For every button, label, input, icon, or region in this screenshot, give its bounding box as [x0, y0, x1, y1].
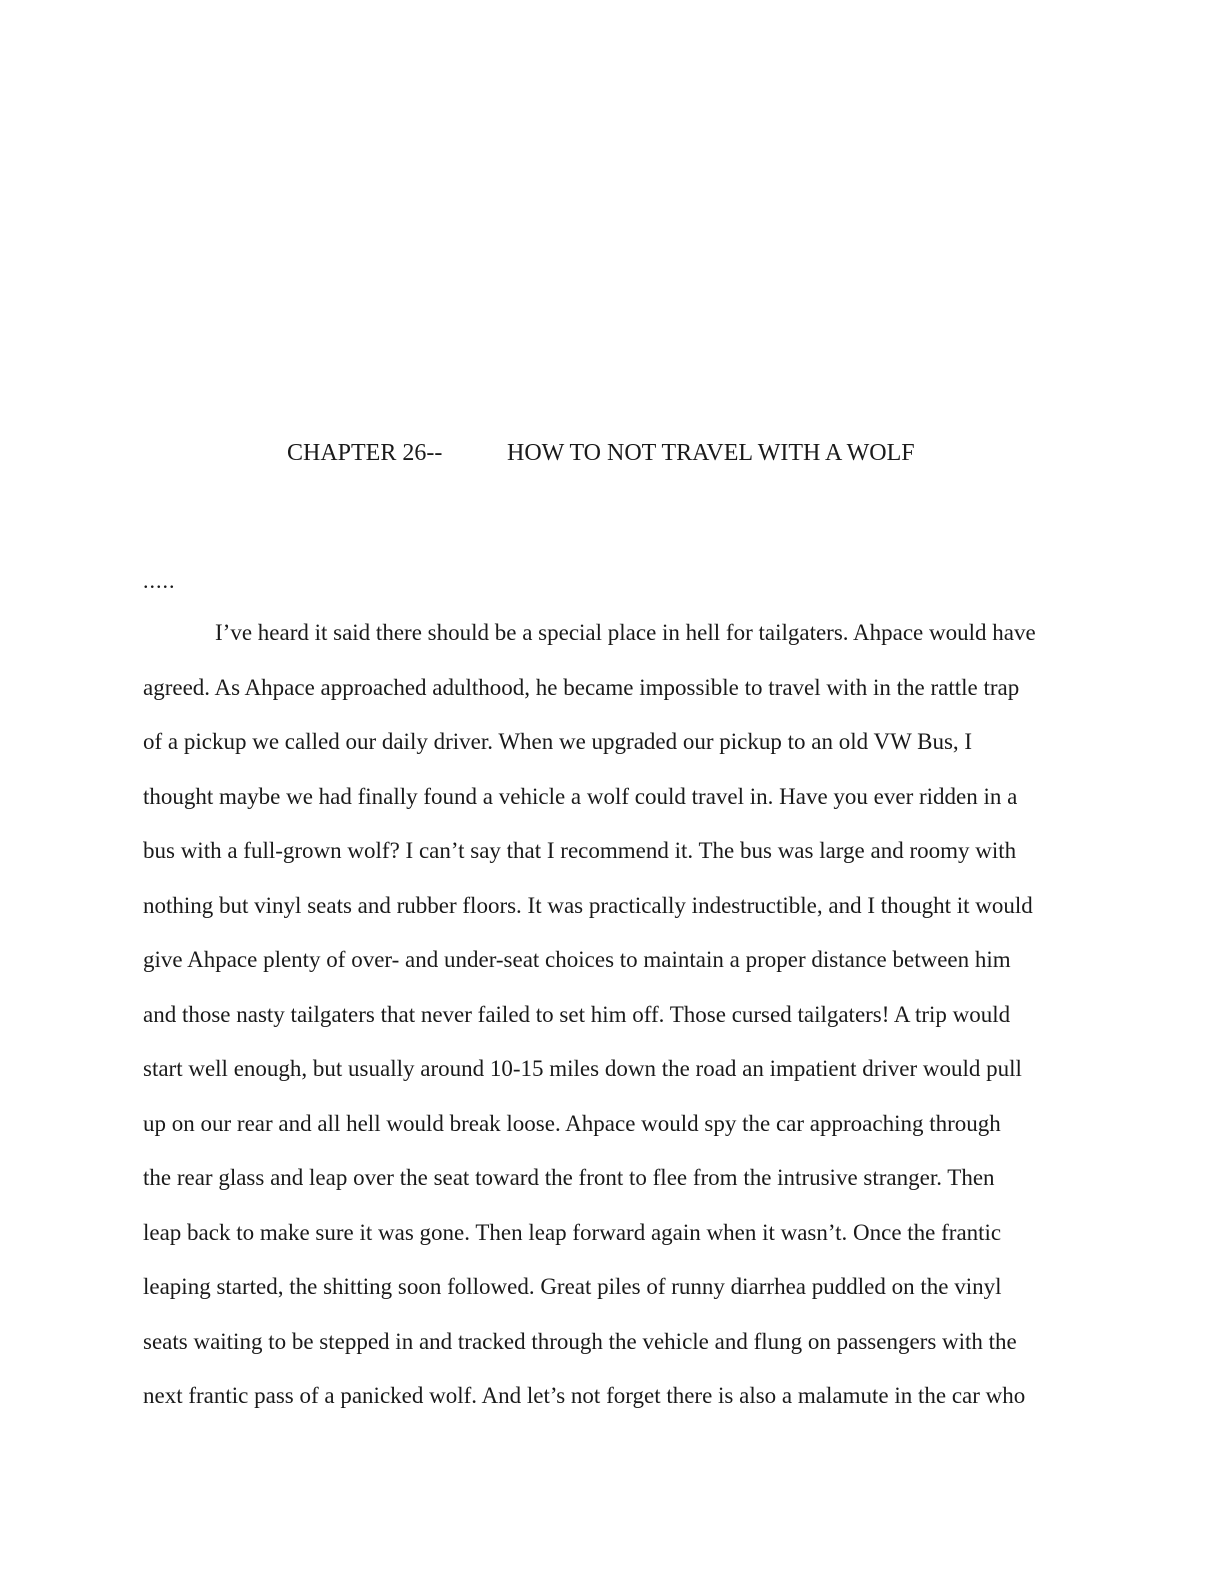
body-paragraph — [143, 606, 1073, 1424]
section-break: ..... — [143, 568, 176, 593]
text-line: thought maybe we had finally found a vehicle a wolf could travel in. Have you ever ridden in a — [143, 783, 1018, 809]
text-line: leap back to make sure it was gone. Then leap forward again when it wasn’t. Once the frantic — [143, 1219, 1002, 1245]
chapter-heading — [0, 436, 1224, 470]
text-line: the rear glass and leap over the seat toward the front to flee from the intrusive stranger. Then — [143, 1165, 995, 1190]
text-line: give Ahpace plenty of over- and under-seat choices to maintain a proper distance between him — [143, 947, 1011, 972]
text-line: seats waiting to be stepped in and tracked through the vehicle and flung on passengers with the — [143, 1328, 1017, 1354]
text-line: next frantic pass of a panicked wolf. And let’s not forget there is also a malamute in the car who — [143, 1383, 1026, 1408]
chapter-title: HOW TO NOT TRAVEL WITH A WOLF — [507, 440, 915, 466]
text-line: and those nasty tailgaters that never failed to set him off. Those cursed tailgaters! A trip would — [143, 1001, 1011, 1027]
text-line: agreed. As Ahpace approached adulthood, he became impossible to travel with in the rattle trap — [143, 674, 1020, 700]
text-line: bus with a full-grown wolf? I can’t say that I recommend it. The bus was large and roomy with — [143, 838, 1017, 863]
text-line: nothing but vinyl seats and rubber floors. It was practically indestructible, and I thought it would — [143, 892, 1033, 918]
text-line: leaping started, the shitting soon followed. Great piles of runny diarrhea puddled on the vinyl — [143, 1274, 1002, 1299]
text-line: I’ve heard it said there should be a special place in hell for tailgaters. Ahpace would have — [215, 620, 1036, 645]
text-line: start well enough, but usually around 10-15 miles down the road an impatient driver would pull — [143, 1056, 1022, 1081]
chapter-number: CHAPTER 26-- — [287, 440, 443, 466]
text-line: of a pickup we called our daily driver. When we upgraded our pickup to an old VW Bus, I — [143, 729, 973, 754]
text-line: up on our rear and all hell would break loose. Ahpace would spy the car approaching through — [143, 1110, 1001, 1136]
